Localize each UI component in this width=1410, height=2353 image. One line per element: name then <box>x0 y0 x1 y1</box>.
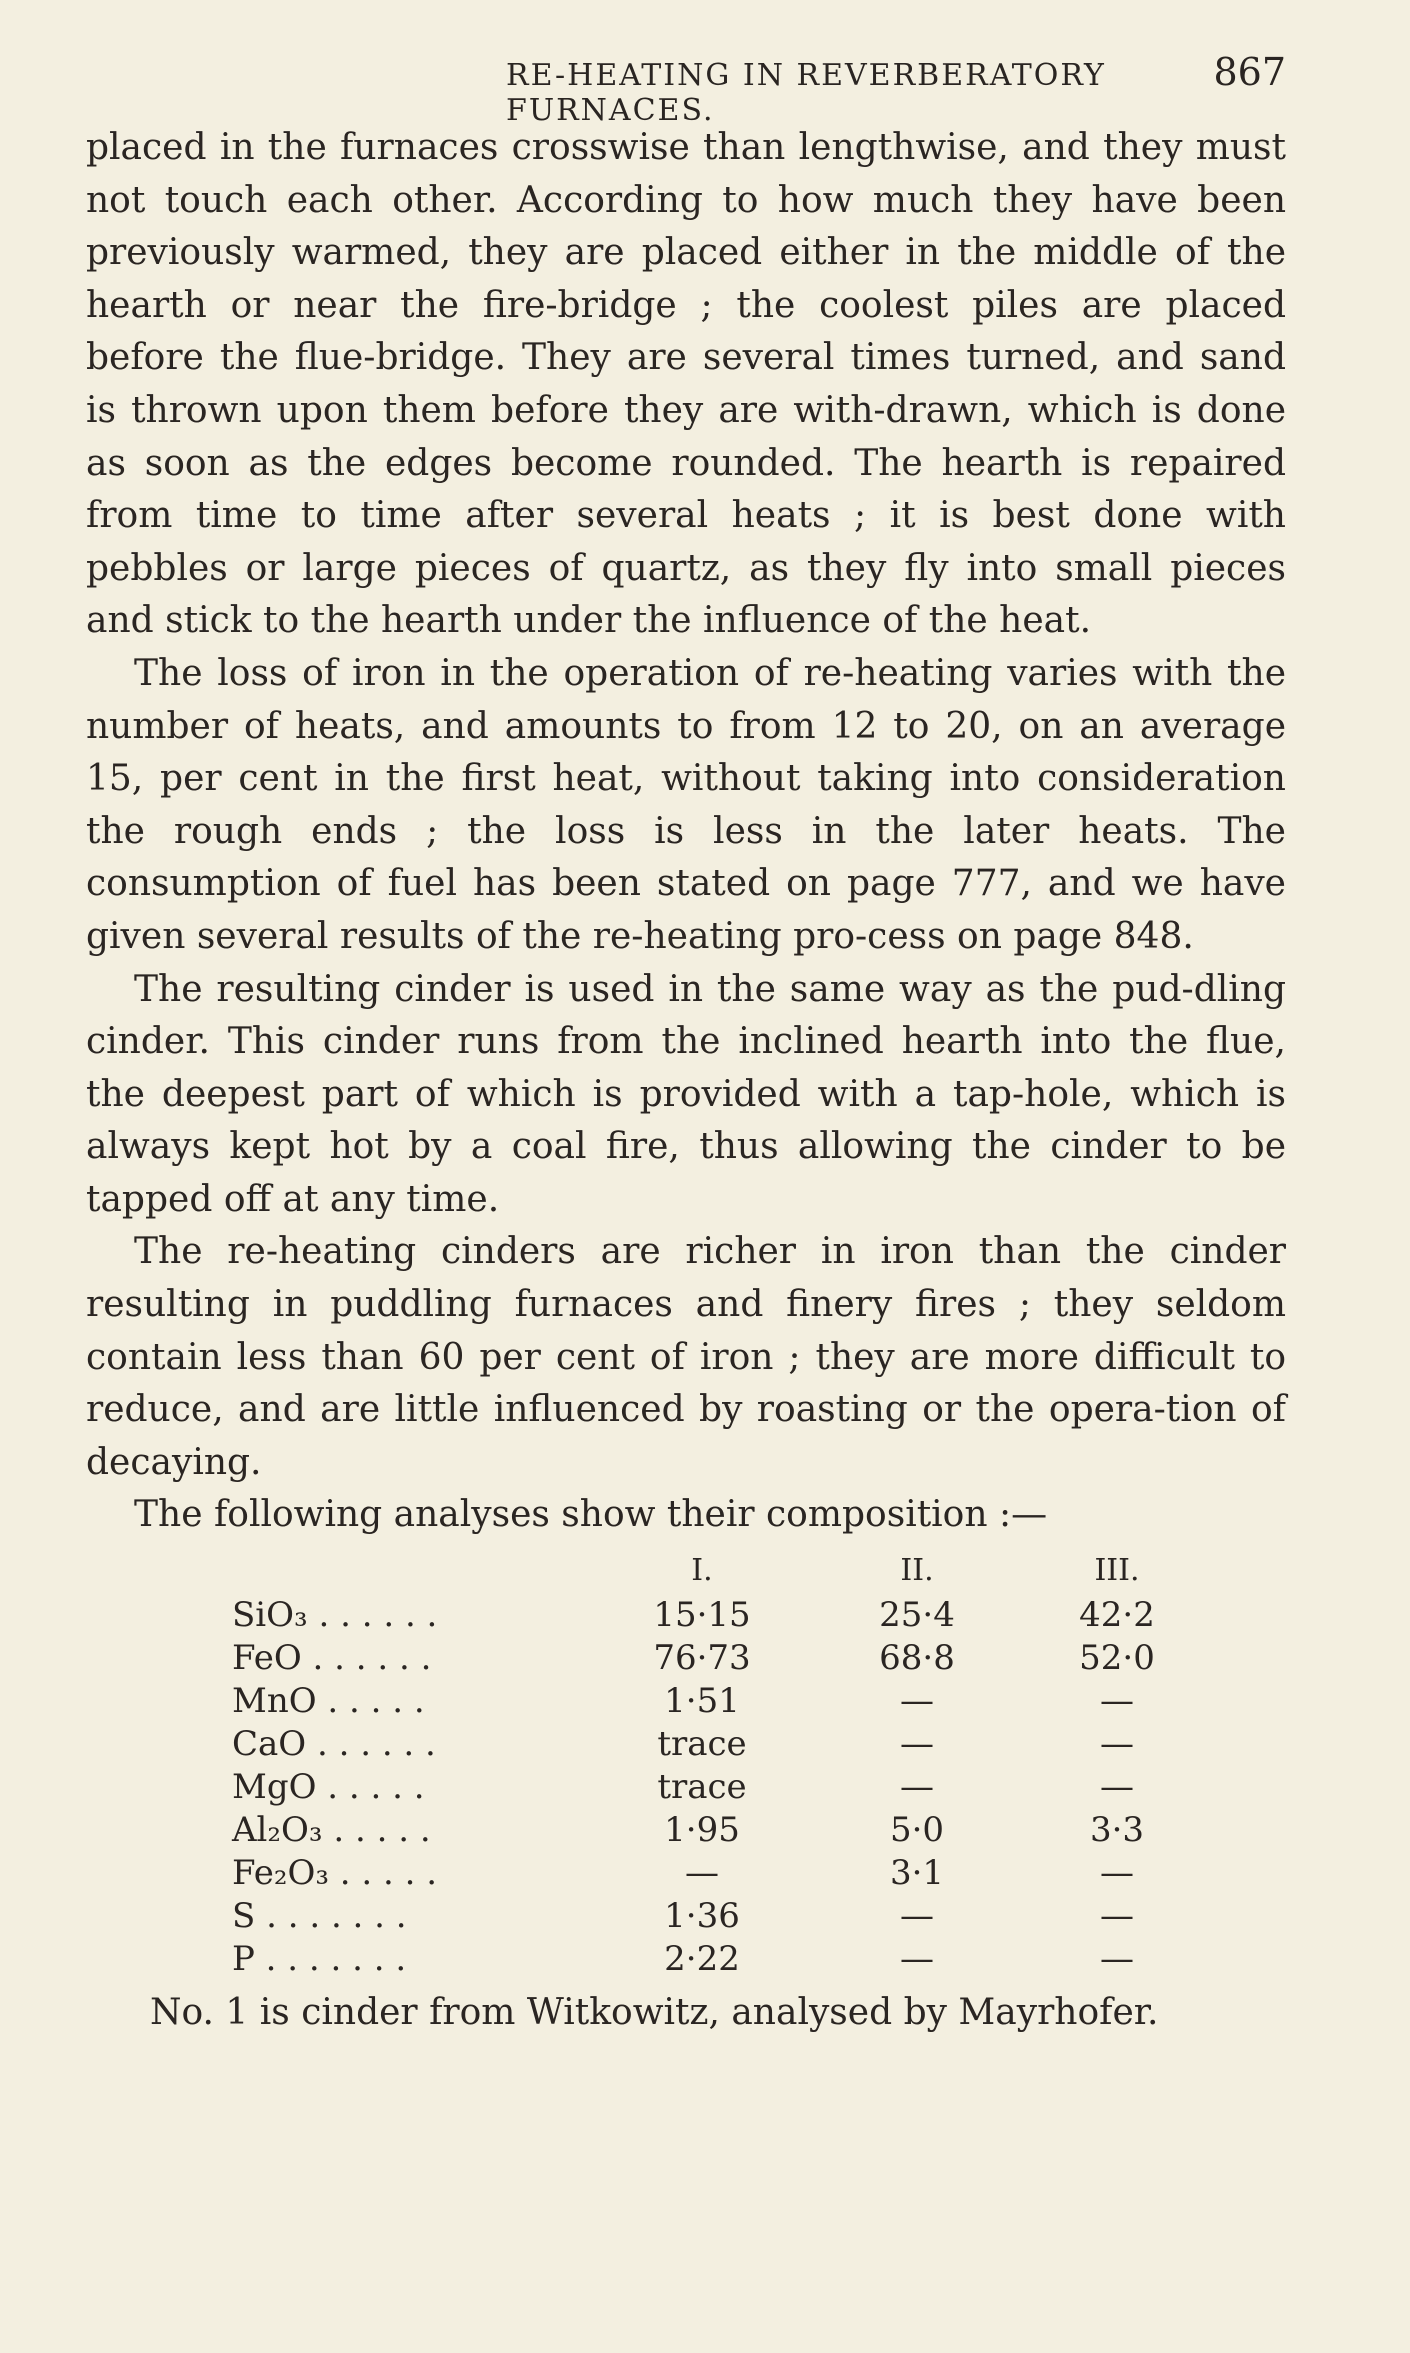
compound-name: MgO . . . . . <box>232 1767 425 1808</box>
value-cell: trace <box>657 1767 747 1808</box>
value-cell: 5·0 <box>889 1810 945 1851</box>
value-cell: — <box>900 1939 934 1980</box>
table-row <box>232 1852 1202 1895</box>
compound-name: CaO . . . . . . <box>232 1724 436 1765</box>
compound-name: S . . . . . . . <box>232 1896 407 1937</box>
book-page <box>86 40 1286 2039</box>
paragraph: placed in the furnaces crosswise than lengthwise, and they must not touch each other. According to how much they have been previously warmed, they are placed either in the middle of the hearth or near the fire-bridge ; the coolest piles are placed before the flue-bridge. They are several times turned, and sand is thrown upon them before they are with-drawn, which is done as soon as the edges become rounded. The hearth is repaired from time to time after several heats ; it is best done with pebbles or large pieces of quartz, as they fly into small pieces and stick to the hearth under the influence of the heat. <box>86 127 1286 642</box>
table-row <box>232 1637 1202 1680</box>
table-row <box>232 1809 1202 1852</box>
value-cell: trace <box>657 1724 747 1765</box>
value-cell: — <box>900 1896 934 1937</box>
value-cell: 1·36 <box>664 1896 740 1937</box>
value-cell: — <box>1100 1939 1134 1980</box>
value-cell: 3·3 <box>1089 1810 1145 1851</box>
value-cell: 15·15 <box>653 1595 751 1636</box>
value-cell: 52·0 <box>1079 1638 1155 1679</box>
value-cell: 2·22 <box>664 1939 740 1980</box>
table-row <box>232 1594 1202 1637</box>
paragraph: The resulting cinder is used in the same way as the pud-dling cinder. This cinder runs from the inclined hearth into the flue, the deepest part of which is provided with a tap-hole, which is always kept hot by a coal fire, thus allowing the cinder to be tapped off at any time. <box>86 968 1286 1220</box>
compound-name: MnO . . . . . <box>232 1681 425 1722</box>
column-header: I. <box>691 1552 713 1588</box>
table-header-row <box>232 1546 1202 1594</box>
value-cell: — <box>1100 1896 1134 1937</box>
value-cell: — <box>685 1853 719 1894</box>
value-cell: — <box>1100 1724 1134 1765</box>
table-row <box>232 1723 1202 1766</box>
page-number: 867 <box>1213 50 1286 94</box>
value-cell: 3·1 <box>889 1853 945 1894</box>
table-row <box>232 1680 1202 1723</box>
value-cell: — <box>1100 1681 1134 1722</box>
table-row <box>232 1766 1202 1809</box>
value-cell: 76·73 <box>653 1638 751 1679</box>
value-cell: 1·51 <box>664 1681 740 1722</box>
compound-name: P . . . . . . . <box>232 1939 407 1980</box>
column-header: II. <box>900 1552 934 1588</box>
value-cell: — <box>1100 1853 1134 1894</box>
compound-name: Fe₂O₃ . . . . . <box>232 1853 438 1894</box>
table-row <box>232 1895 1202 1938</box>
compound-name: SiO₃ . . . . . . <box>232 1595 438 1636</box>
value-cell: — <box>900 1767 934 1808</box>
paragraph: The re-heating cinders are richer in iron than the cinder resulting in puddling furnaces and finery fires ; they seldom contain less than 60 per cent of iron ; they are more difficult to reduce, and are little influenced by roasting or the opera-tion of decaying. <box>86 1231 1286 1483</box>
table-row <box>232 1938 1202 1981</box>
value-cell: — <box>900 1681 934 1722</box>
paragraph: The loss of iron in the operation of re-heating varies with the number of heats, and amounts to from 12 to 20, on an average 15, per cent in the first heat, without taking into consideration the rough ends ; the loss is less in the later heats. The consumption of fuel has been stated on page 777, and we have given several results of the re-heating pro-cess on page 848. <box>86 652 1286 957</box>
column-header: III. <box>1094 1552 1140 1588</box>
value-cell: 1·95 <box>664 1810 740 1851</box>
closing-line: No. 1 is cinder from Witkowitz, analysed by Mayrhofer. <box>150 1992 1159 2034</box>
page-header <box>86 40 1286 128</box>
value-cell: 25·4 <box>879 1595 955 1636</box>
compound-name: FeO . . . . . . <box>232 1638 432 1679</box>
analyses-table <box>232 1546 1202 1981</box>
compound-name: Al₂O₃ . . . . . <box>232 1810 431 1851</box>
value-cell: — <box>1100 1767 1134 1808</box>
value-cell: 42·2 <box>1079 1595 1155 1636</box>
value-cell: 68·8 <box>879 1638 955 1679</box>
running-title: RE-HEATING IN REVERBERATORY FURNACES. <box>506 58 1106 128</box>
value-cell: — <box>900 1724 934 1765</box>
table-intro: The following analyses show their composition :— <box>134 1494 1048 1536</box>
